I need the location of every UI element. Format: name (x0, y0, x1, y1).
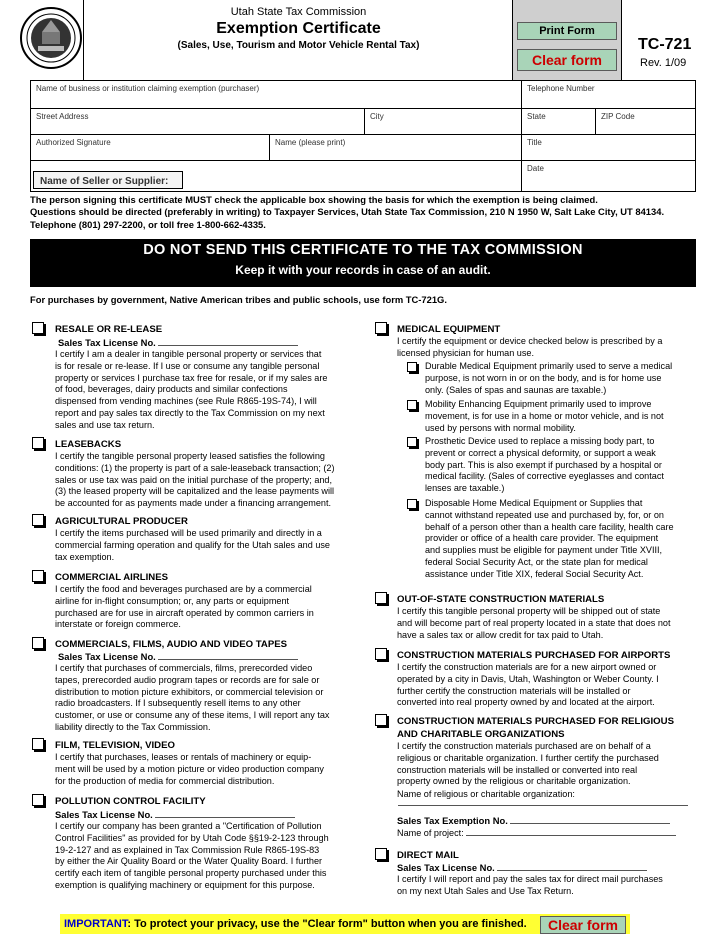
telephone-field[interactable] (521, 81, 695, 108)
disposable-supplies-text: Disposable Home Medical Equipment or Supplies that cannot withstand repeated use and purchased by, for, or on behalf of a person other than a health care facility, health care provider or office of a health care provider. The equipment and supplies must be eligible for payment under Title XVIII, federal Social Security Act, or the state plan for medical assistance under Title XIX, federal Social Security Act. (425, 498, 674, 579)
business-name-field[interactable] (31, 81, 521, 108)
city-label: City (370, 112, 384, 121)
leasebacks-checkbox[interactable] (32, 437, 44, 449)
medical-title: MEDICAL EQUIPMENT (397, 324, 501, 335)
resale-checkbox[interactable] (32, 322, 44, 334)
direct-mail-text: I certify I will report and pay the sales tax for direct mail purchases on my next Utah Sales and Use Tax Return. (397, 874, 663, 896)
purchaser-info-grid (30, 80, 696, 192)
important-label: IMPORTANT (64, 918, 128, 930)
pollution-title: POLLUTION CONTROL FACILITY (55, 796, 206, 807)
medical-checkbox[interactable] (375, 322, 387, 334)
film-text: I certify that purchases, leases or rentals of machinery or equip- ment will be used by a motion picture or video production company for the production of media for commercial distribution. (55, 752, 324, 786)
form-subtitle: (Sales, Use, Tourism and Motor Vehicle Rental Tax) (177, 40, 420, 51)
religious-text: I certify the construction materials purchased are on behalf of a religious or charitable organization. I further certify the purchased construction materials will be installed or converted into real property owned by the religious or charitable organization. (397, 741, 659, 787)
medical-text: I certify the equipment or device checked below is prescribed by a licensed physician for human use. (397, 336, 663, 358)
street-label: Street Address (36, 112, 89, 121)
banner-subheading: Keep it with your records in case of an audit. (235, 263, 491, 277)
airlines-checkbox[interactable] (32, 570, 44, 582)
disposable-supplies-checkbox[interactable] (407, 499, 417, 509)
religious-title: CONSTRUCTION MATERIALS PURCHASED FOR RELIGIOUS (397, 716, 674, 727)
street-field[interactable] (31, 109, 364, 134)
religious-checkbox[interactable] (375, 714, 387, 726)
religious-title-line2: AND CHARITABLE ORGANIZATIONS (397, 729, 565, 740)
seller-row (31, 161, 521, 191)
prosthetic-device-checkbox[interactable] (407, 437, 417, 447)
print-form-button[interactable]: Print Form (517, 22, 617, 40)
mobility-equipment-checkbox[interactable] (407, 400, 417, 410)
warning-banner (30, 239, 696, 287)
religious-project: Name of project: (397, 828, 697, 840)
direct-mail-license-input[interactable] (497, 870, 647, 871)
city-field[interactable] (364, 109, 521, 134)
zip-label: ZIP Code (601, 112, 635, 121)
utah-state-seal (18, 2, 84, 74)
clear-form-button[interactable]: Clear form (517, 49, 617, 71)
agricultural-text: I certify the items purchased will be used primarily and directly in a commercial farming operation and qualify for the Utah sales and use tax exemption. (55, 528, 330, 562)
commercials-license: Sales Tax License No. (58, 651, 298, 662)
state-label: State (527, 112, 546, 121)
prosthetic-device-text: Prosthetic Device used to replace a missing body part, to prevent or correct a physical deformity, or support a weak body part. This is also exempt if purchased by a hospital or medical facility. (Sales of corrective eyeglasses and contact lenses are taxable.) (425, 436, 664, 494)
instruction-line: The person signing this certificate MUST check the applicable box showing the basis for which the exemption is being claimed. (30, 194, 598, 205)
government-note: For purchases by government, Native American tribes and public schools, use form TC-721G. (30, 294, 447, 305)
religious-exemption-input[interactable] (510, 823, 670, 824)
form-title: Exemption Certificate (216, 20, 381, 37)
film-checkbox[interactable] (32, 738, 44, 750)
resale-license: Sales Tax License No. (58, 337, 298, 348)
direct-mail-title: DIRECT MAIL (397, 850, 459, 861)
form-number-box (622, 0, 724, 80)
airlines-text: I certify the food and beverages purchased are by a commercial airline for in-flight consumption; or, any parts or equipment purchased are for use in aircraft operated by common carriers in interstate or foreign commerce. (55, 584, 314, 630)
business-name-label: Name of business or institution claiming exemption (purchaser) (36, 84, 260, 93)
mobility-equipment-text: Mobility Enhancing Equipment primarily used to improve movement, is for use in a home or motor vehicle, and is not used by persons with normal mobility. (425, 399, 664, 433)
state-field[interactable] (521, 109, 595, 134)
agricultural-title: AGRICULTURAL PRODUCER (55, 516, 188, 527)
direct-mail-license: Sales Tax License No. (397, 862, 647, 873)
instruction-line: Questions should be directed (preferably in writing) to Taxpayer Services, Utah State Tax Commission, 210 N 1950 W, Salt Lake City, UT 84134. (30, 206, 665, 218)
banner-heading: DO NOT SEND THIS CERTIFICATE TO THE TAX COMMISSION (143, 242, 583, 258)
signature-field[interactable] (31, 135, 269, 160)
resale-text: I certify I am a dealer in tangible personal property or services that is for resale or re-lease. If I use or consume any tangible personal property or services I purchase tax free for resale, or if my sales are of food, beverages, dairy products and similar confections dispensed from vending machines (see Rule R865-19S-74), I will report and pay sales tax directly to the Tax Commission on my next sales and use tax return. (55, 349, 328, 430)
agricultural-checkbox[interactable] (32, 514, 44, 526)
telephone-label: Telephone Number (527, 84, 595, 93)
name-print-label: Name (please print) (275, 138, 346, 147)
instructions (30, 194, 700, 231)
direct-mail-checkbox[interactable] (375, 848, 387, 860)
airports-title: CONSTRUCTION MATERIALS PURCHASED FOR AIRPORTS (397, 650, 671, 661)
title-field[interactable] (521, 135, 695, 160)
out-of-state-checkbox[interactable] (375, 592, 387, 604)
title-label: Title (527, 138, 542, 147)
zip-field[interactable] (595, 109, 695, 134)
form-number: TC-721 (638, 36, 692, 53)
commercials-license-input[interactable] (158, 659, 298, 660)
pollution-text: I certify our company has been granted a "Certification of Pollution Control Facilities" as provided for by Utah Code §§19-2-123 through 19-2-127 and as explained in Tax Commission Rule R865-19S-83 by either the Air Quality Board or the Water Quality Board. I further certify each item of tangible personal property purchased under this exemption is qualifying machinery or equipment for this purpose. (55, 821, 329, 890)
resale-license-input[interactable] (158, 345, 298, 346)
seller-field[interactable]: Name of Seller or Supplier: (33, 171, 183, 189)
privacy-message: : To protect your privacy, use the "Clear form" button when you are finished. (127, 918, 527, 930)
footer-clear-form-button[interactable]: Clear form (540, 916, 626, 934)
religious-org-input[interactable] (398, 796, 688, 806)
date-field[interactable] (521, 161, 695, 191)
form-header (83, 0, 513, 80)
religious-org-label: Name of religious or charitable organization: (397, 789, 575, 799)
privacy-notice (60, 914, 630, 934)
name-print-field[interactable] (269, 135, 521, 160)
resale-title: RESALE OR RE-LEASE (55, 324, 163, 335)
signature-label: Authorized Signature (36, 138, 111, 147)
commercials-text: I certify that purchases of commercials, films, prerecorded video tapes, prerecorded audio program tapes or records are for sale or distribution to motion picture exhibitors, or commercial television or radio broadcasters. If I subsequently resell items to any other customer, or use or consume any of these items, I will report any tax liability directly to the Tax Commission. (55, 663, 330, 732)
durable-equipment-text: Durable Medical Equipment primarily used to serve a medical purpose, is not worn in or on the body, and is for home use only. (Sales of spas and saunas are taxable.) (425, 361, 673, 395)
airports-text: I certify the construction materials are for a new airport owned or operated by a city in Davis, Utah, Washington or Weber County. I further certify the construction materials will be installed or converted into real property owned by and located at the airport. (397, 662, 659, 708)
durable-equipment-checkbox[interactable] (407, 362, 417, 372)
commercials-title: COMMERCIALS, FILMS, AUDIO AND VIDEO TAPES (55, 639, 288, 650)
agency-name: Utah State Tax Commission (230, 6, 367, 18)
date-label: Date (527, 164, 544, 173)
leasebacks-text: I certify the tangible personal property leased satisfies the following conditions: (1) the property is part of a sale-leaseback transaction; (2) sales or use tax was paid on the initial purchase of the property; and, (3) the leased property will be capitalized and the lease payments will be accounted for as payments made under a financing arrangement. (55, 451, 335, 509)
religious-project-input[interactable] (466, 835, 676, 836)
religious-exemption: Sales Tax Exemption No. (397, 815, 670, 826)
pollution-license: Sales Tax License No. (55, 809, 295, 820)
leasebacks-title: LEASEBACKS (55, 439, 122, 450)
form-revision: Rev. 1/09 (640, 57, 687, 69)
out-of-state-text: I certify this tangible personal property will be shipped out of state and will become part of real property located in a state that does not have a sales tax or allow credit for tax paid to Utah. (397, 606, 671, 640)
pollution-license-input[interactable] (155, 817, 295, 818)
commercials-checkbox[interactable] (32, 637, 44, 649)
airports-checkbox[interactable] (375, 648, 387, 660)
pollution-checkbox[interactable] (32, 794, 44, 806)
instruction-line: Telephone (801) 297-2200, or toll free 1-800-662-4335. (30, 218, 266, 230)
airlines-title: COMMERCIAL AIRLINES (55, 572, 168, 583)
film-title: FILM, TELEVISION, VIDEO (55, 740, 175, 751)
out-of-state-title: OUT-OF-STATE CONSTRUCTION MATERIALS (397, 594, 605, 605)
button-panel (512, 0, 622, 80)
